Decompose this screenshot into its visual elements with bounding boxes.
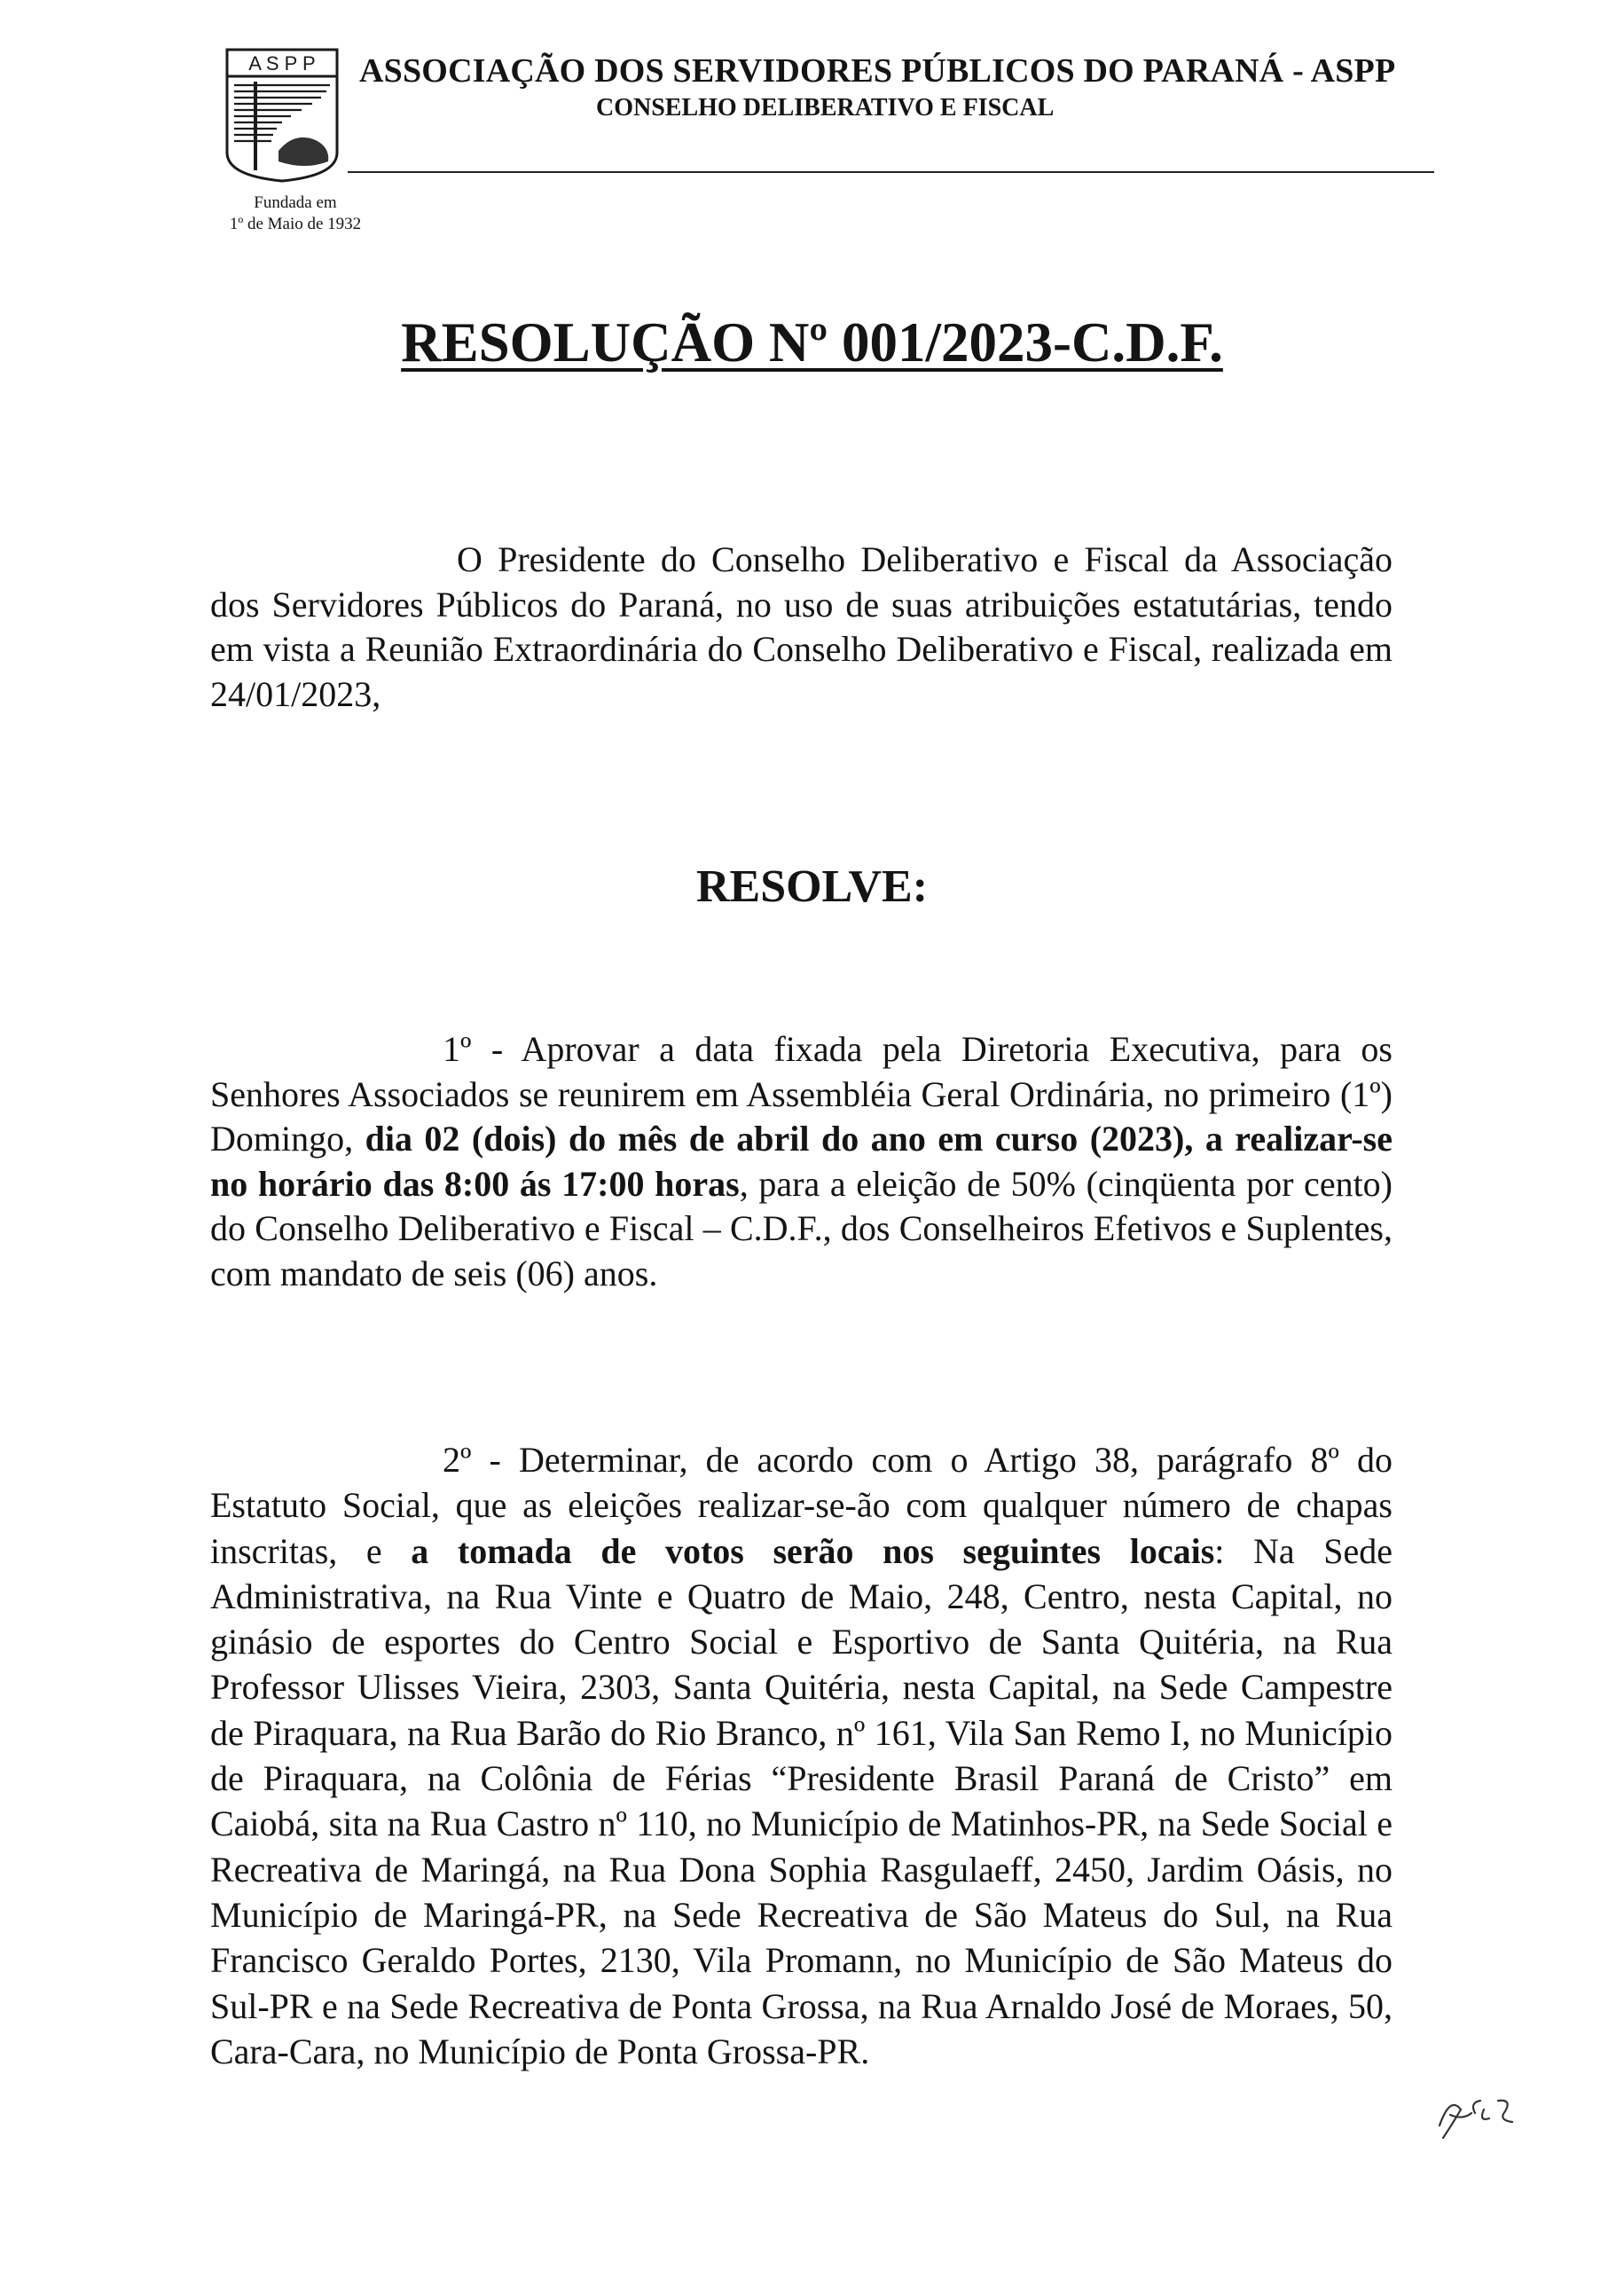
resolution-title [0,310,1624,375]
intro-paragraph [210,538,1393,717]
resolve-heading: RESOLVE: [695,861,929,912]
founded-caption [202,193,388,235]
council-name: CONSELHO DELIBERATIVO E FISCAL [596,94,1055,122]
item-1-bold-text: dia 02 (dois) do mês de abril do ano em curso (2023), a realizar-se no horário das 8:00 ás 17:00 horas [210,1119,1393,1204]
founded-line-2: 1º de Maio de 1932 [229,215,362,233]
aspp-logo-icon [224,46,341,185]
organization-name: ASSOCIAÇÃO DOS SERVIDORES PÚBLICOS DO PARANÁ - ASPP [359,52,1396,90]
item-2-paragraph [210,1437,1393,2074]
header-divider [348,171,1434,173]
item-2-bold-text: a tomada de votos serão nos seguintes locais [411,1530,1215,1571]
item-1-text-a: 1º - Aprovar a data fixada pela Diretoria Executiva, para os Senhores Associados se reunirem em Assembléia Geral Ordinária, no primeiro (1º) Domingo, [210,1029,1393,1159]
intro-text: O Presidente do Conselho Deliberativo e Fiscal da Associação dos Servidores Públicos do Paraná, no uso de suas atribuições estatutárias, tendo em vista a Reunião Extraordinária do Conselho Deliberativo e Fiscal, realizada em 24/01/2023, [210,539,1393,714]
logo-text: A S P P [248,52,316,75]
founded-line-1: Fundada em [254,193,337,212]
item-1-paragraph [210,1027,1393,1296]
resolution-title-text: RESOLUÇÃO Nº 001/2023-C.D.F. [401,311,1223,373]
handwritten-initials-icon [1431,2083,1530,2147]
item-2-text-b: : Na Sede Administrativa, na Rua Vinte e Quatro de Maio, 248, Centro, nesta Capital, no ginásio de esportes do Centro Social e Esportivo de Santa Quitéria, na Rua Professor Ulisses Vieira, 2303, Santa Quitéria, nesta Capital, na Sede Campestre de Piraquara, na Rua Barão do Rio Branco, nº 161, Vila San Remo I, no Município de Piraquara, na Colônia de Férias “Presidente Brasil Paraná de Cristo” em Caiobá, sita na Rua Castro nº 110, no Município de Matinhos-PR, na Sede Social e Recreativa de Maringá, na Rua Dona Sophia Rasgulaeff, 2450, Jardim Oásis, no Município de Maringá-PR, na Sede Recreativa de São Mateus do Sul, na Rua Francisco Geraldo Portes, 2130, Vila Promann, no Município de São Mateus do Sul-PR e na Sede Recreativa de Ponta Grossa, na Rua Arnaldo José de Moraes, 50, Cara-Cara, no Município de Ponta Grossa-PR. [210,1530,1393,2071]
item-2-text-a: 2º - Determinar, de acordo com o Artigo 38, parágrafo 8º do Estatuto Social, que as eleições realizar-se-ão com qualquer número de chapas inscritas, e [210,1440,1393,1571]
item-1-text-b: , para a eleição de 50% (cinqüenta por cento) do Conselho Deliberativo e Fiscal – C.D.F., dos Conselheiros Efetivos e Suplentes, com mandato de seis (06) anos. [210,1163,1393,1293]
